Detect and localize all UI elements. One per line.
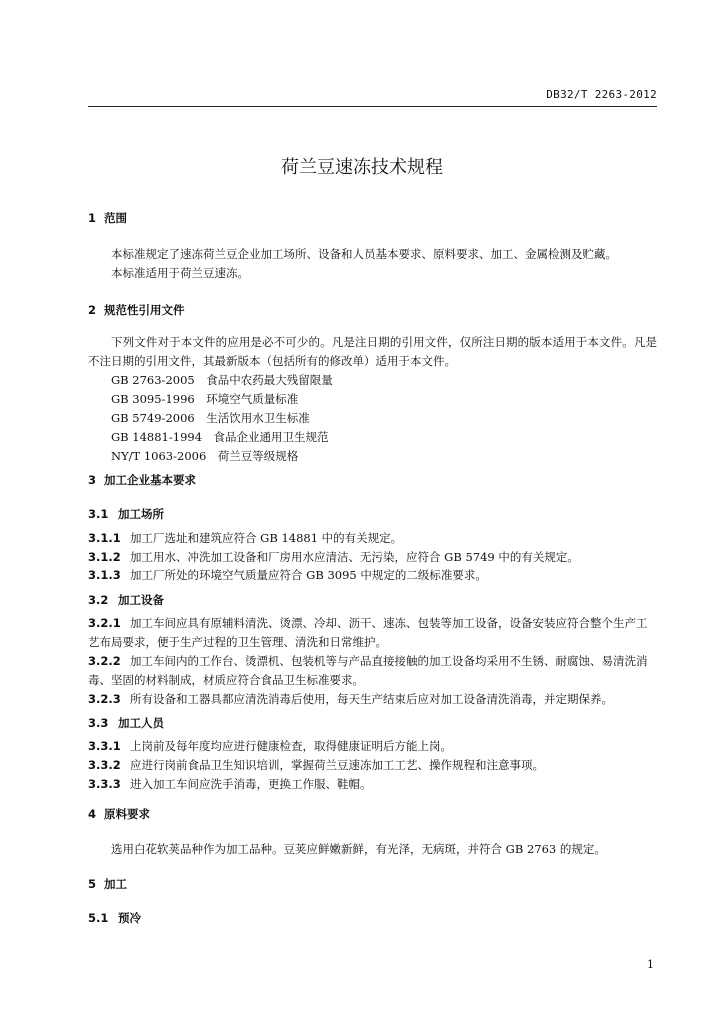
clause-text: 应进行岗前食品卫生知识培训，掌握荷兰豆速冻加工工艺、操作规程和注意事项。: [130, 758, 544, 772]
subsection-title: 加工人员: [118, 716, 164, 730]
clause-number: 3.2.3: [88, 692, 121, 706]
section-title: 范围: [104, 211, 127, 225]
reference-item: GB 5749-2006 生活饮用水卫生标准: [111, 411, 310, 425]
subsection-number: 3.2: [88, 593, 109, 607]
normative-references-paragraph: 下列文件对于本文件的应用是必不可少的。凡是注日期的引用文件，仅所注日期的版本适用于本文件。凡是不注日期的引用文件，其最新版本（包括所有的修改单）适用于本文件。: [88, 335, 657, 368]
clause-number: 3.2.2: [88, 654, 121, 668]
clause-text: 加工用水、冲洗加工设备和厂房用水应清洁、无污染，应符合 GB 5749 中的有关规定。: [130, 550, 579, 564]
clause: [88, 529, 657, 548]
reference-item: NY/T 1063-2006 荷兰豆等级规格: [111, 449, 299, 463]
section-number: 4: [88, 807, 97, 821]
standard-code: DB32/T 2263-2012: [546, 88, 657, 101]
clause-text: 进入加工车间应洗手消毒，更换工作服、鞋帽。: [130, 777, 372, 791]
subsection-heading-5-1: [88, 909, 657, 928]
clause: [88, 690, 657, 709]
clause-number: 3.1.1: [88, 531, 121, 545]
clause: [88, 756, 657, 775]
clause-text: 加工厂所处的环境空气质量应符合 GB 3095 中规定的二级标准要求。: [130, 568, 487, 582]
clause-number: 3.2.1: [88, 616, 121, 630]
clause-text: 加工车间应具有原辅料清洗、烫漂、冷却、沥干、速冻、包装等加工设备，设备安装应符合整个生产工艺布局要求，便于生产过程的卫生管理、清洗和日常维护。: [88, 616, 648, 649]
section-number: 2: [88, 303, 97, 317]
clause: [88, 737, 657, 756]
subsection-title: 预冷: [118, 911, 141, 925]
clause: [88, 652, 657, 690]
clause: [88, 775, 657, 794]
subsection-title: 加工场所: [118, 507, 164, 521]
clause-number: 3.3.1: [88, 739, 121, 753]
section-title: 加工企业基本要求: [104, 473, 196, 487]
clause-number: 3.3.2: [88, 758, 121, 772]
raw-material-paragraph: 选用白花软荚品种作为加工品种。豆荚应鲜嫩新鲜，有光泽，无病斑，并符合 GB 2763 的规定。: [111, 842, 606, 856]
subsection-title: 加工设备: [118, 593, 164, 607]
document-title: 荷兰豆速冻技术规程: [281, 157, 443, 178]
reference-item: GB 2763-2005 食品中农药最大残留限量: [111, 373, 333, 387]
section-heading-4: [88, 805, 657, 824]
clause-text: 加工厂选址和建筑应符合 GB 14881 中的有关规定。: [130, 531, 403, 545]
section-heading-2: [88, 301, 657, 320]
subsection-number: 5.1: [88, 911, 109, 925]
section-number: 3: [88, 473, 97, 487]
section-heading-1: [88, 209, 657, 228]
clause-text: 所有设备和工器具都应清洗消毒后使用，每天生产结束后应对加工设备清洗消毒，并定期保养。: [130, 692, 613, 706]
section-number: 5: [88, 877, 97, 891]
subsection-number: 3.1: [88, 507, 109, 521]
subsection-number: 3.3: [88, 716, 109, 730]
subsection-heading-3-1: [88, 505, 657, 524]
section-number: 1: [88, 211, 97, 225]
reference-item: GB 14881-1994 食品企业通用卫生规范: [111, 430, 329, 444]
clause-text: 上岗前及每年度均应进行健康检查，取得健康证明后方能上岗。: [130, 739, 452, 753]
reference-item: GB 3095-1996 环境空气质量标准: [111, 392, 299, 406]
clause-text: 加工车间内的工作台、烫漂机、包装机等与产品直接接触的加工设备均采用不生锈、耐腐蚀、易清洗消毒、坚固的材料制成，材质应符合食品卫生标准要求。: [88, 654, 648, 687]
clause: [88, 566, 657, 585]
page-number: 1: [647, 958, 654, 971]
subsection-heading-3-3: [88, 714, 657, 733]
clause: [88, 548, 657, 567]
header-rule: [88, 106, 657, 107]
scope-paragraph: 本标准规定了速冻荷兰豆企业加工场所、设备和人员基本要求、原料要求、加工、金属检测及贮藏。: [111, 247, 617, 261]
section-title: 规范性引用文件: [104, 303, 185, 317]
clause-number: 3.3.3: [88, 777, 121, 791]
section-title: 加工: [104, 877, 127, 891]
clause-number: 3.1.2: [88, 550, 121, 564]
scope-applicability: 本标准适用于荷兰豆速冻。: [111, 266, 249, 280]
clause: [88, 614, 657, 652]
clause-number: 3.1.3: [88, 568, 121, 582]
subsection-heading-3-2: [88, 591, 657, 610]
section-title: 原料要求: [104, 807, 150, 821]
section-heading-5: [88, 875, 657, 894]
section-heading-3: [88, 471, 657, 490]
